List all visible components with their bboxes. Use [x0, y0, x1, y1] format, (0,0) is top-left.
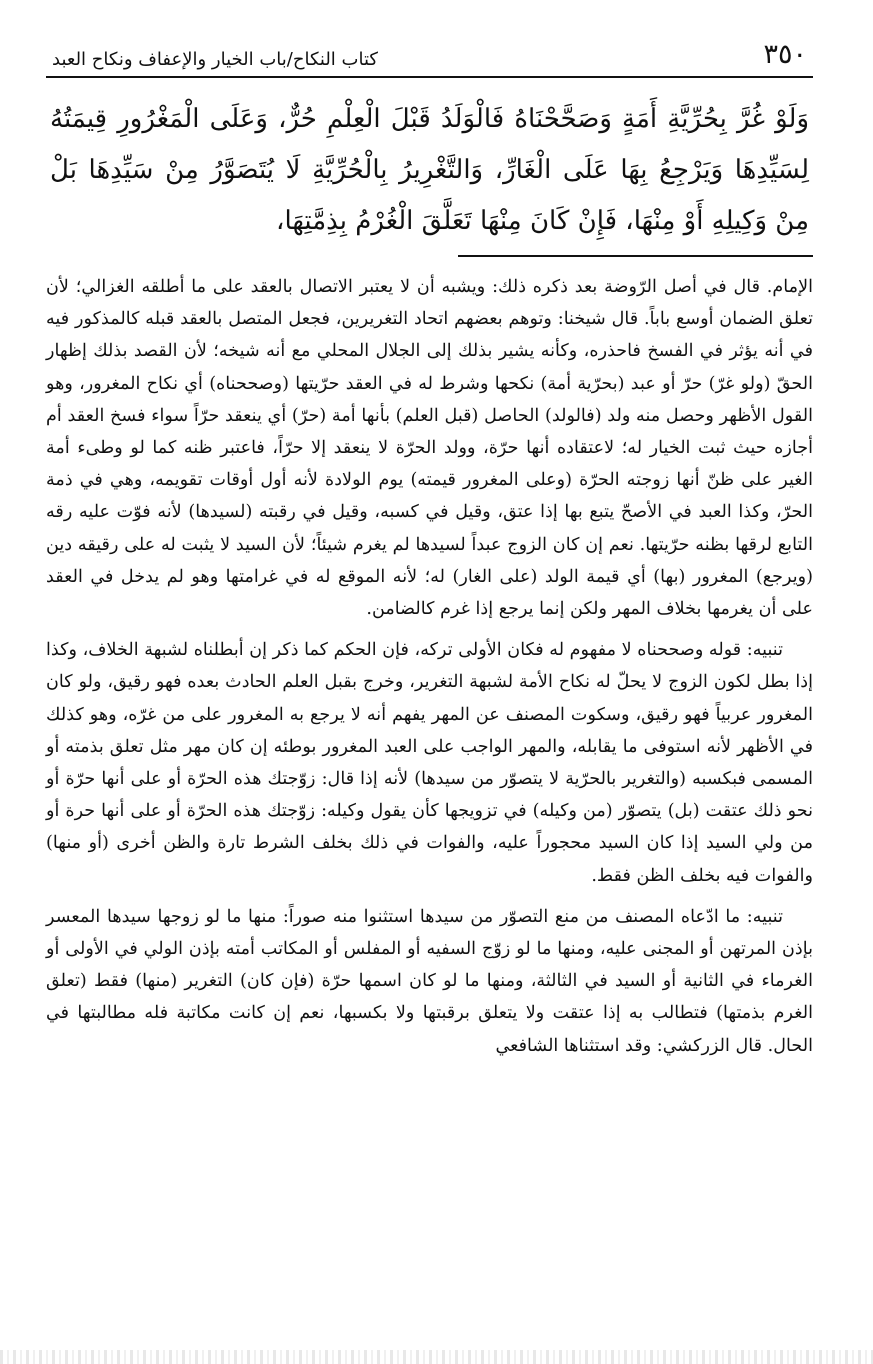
- matn-paragraph: وَلَوْ غُرَّ بِحُرِّيَّةِ أَمَةٍ وَصَحَّحْنَاهُ فَالْوَلَدُ قَبْلَ الْعِلْمِ حُرٌّ، وَعَلَى الْمَغْرُورِ قِيمَتُهُ لِسَيِّدِهَا وَيَرْجِعُ بِهَا عَلَى الْغَارِّ، وَالتَّغْرِيرُ بِالْحُرِّيَّةِ لَا يُتَصَوَّرُ مِنْ سَيِّدِهَا بَلْ مِنْ وَكِيلِهِ أَوْ مِنْهَا، فَإِنْ كَانَ مِنْهَا تَعَلَّقَ الْغُرْمُ بِذِمَّتِهَا،: [50, 104, 809, 236]
- sharh-paragraph-1: الإمام. قال في أصل الرّوضة بعد ذكره ذلك: ويشبه أن لا يعتبر الاتصال بالعقد على ما أطلقه الغزالي؛ لأن تعلق الضمان أوسع باباً. قال شيخنا: وتوهم بعضهم اتحاد التغريرين، فجعل المتصل بالعقد قبله كالمذكور فيه في أنه يؤثر في الفسخ فاحذره، وكأنه يشير بذلك إلى الجلال المحلي مع أنه شيخه؛ لأن القصد بذلك إظهار الحقّ (ولو غرّ) حرّ أو عبد (بحرّية أمة) نكحها وشرط له في العقد حرّيتها (وصححناه) أي نكاح المغرور، وهو القول الأظهر وحصل منه ولد (فالولد) الحاصل (قبل العلم) بأنها أمة (حرّ) أي ينعقد حرّاً سواء فسخ العقد أم أجازه حيث ثبت الخيار له؛ لاعتقاده أنها حرّة، وولد الحرّة لا ينعقد إلا حرّاً، فاعتبر ظنه كما لو وطىء أمة الغير على ظنّ أنها زوجته الحرّة (وعلى المغرور قيمته) يوم الولادة لأنه أول أوقات تقويمه، وهي في ذمة الحرّ، وكذا العبد في الأصحّ يتبع بها إذا عتق، وقيل في كسبه، وقيل في رقبته (لسيدها) لأنه فوّت عليه رقه التابع لرقها بظنه حرّيتها. نعم إن كان الزوج عبداً لسيدها لم يغرم شيئاً؛ لأن السيد لا يثبت له على رقيقه دين (ويرجع) المغرور (بها) أي قيمة الولد (على الغار) له؛ لأنه الموقع له في غرامتها وهو لم يدخل في العقد على أن يغرمها بخلاف المهر ولكن إنما يرجع إذا غرم كالضامن.: [46, 277, 813, 620]
- sharh-paragraph-2-tanbih: تنبيه: قوله وصححناه لا مفهوم له فكان الأولى تركه، فإن الحكم كما ذكر إن أبطلناه لشبهة الخلاف، وكذا إذا بطل لكون الزوج لا يحلّ له نكاح الأمة لشبهة التغرير، وخرج بقبل العلم الحادث بعده فهو رقيق، ولو كان المغرور عربياً فهو رقيق، وسكوت المصنف عن المهر يفهم أنه لا يرجع به المغرور على من غرّه، وهو كذلك في الأظهر لأنه استوفى ما يقابله، والمهر الواجب على العبد المغرور بوطئه إن كان مهر مثل تعلق بذمته أو المسمى فبكسبه (والتغرير بالحرّية لا يتصوّر من سيدها) لأنه إذا قال: زوّجتك هذه الحرّة أو على أنها حرّة أو نحو ذلك عتقت (بل) يتصوّر (من وكيله) في تزويجها كأن يقول وكيله: زوّجتك هذه الحرّة أو على أنها حرة أو من ولي السيد إذا كان السيد محجوراً عليه، والفوات في ذلك بخلف الشرط تارة والظن أخرى (أو منها) والفوات فيه بخلف الظن فقط.: [46, 640, 813, 886]
- page-header: [46, 30, 813, 70]
- header-rule: [46, 76, 813, 78]
- running-title: كتاب النكاح/باب الخيار والإعفاف ونكاح العبد: [52, 49, 378, 70]
- matn-text: [50, 94, 809, 247]
- sharh-commentary: [46, 271, 813, 1062]
- scan-edge-noise: [0, 1350, 873, 1364]
- matn-sharh-divider: [458, 255, 813, 257]
- page-number: ٣٥٠: [763, 39, 807, 70]
- sharh-paragraph-3-tanbih: تنبيه: ما ادّعاه المصنف من منع التصوّر من سيدها استثنوا منه صوراً: منها ما لو زوجها سيدها المعسر بإذن المرتهن أو المجنى عليه، ومنها ما لو زوّج السفيه أو المفلس أو المكاتب أمته بإذن الولي في الأولى أو الغرماء في الثانية أو السيد في الثالثة، ومنها ما لو كان اسمها حرّة (فإن كان) التغرير (منها) فقط (تعلق الغرم بذمتها) فتطالب به إذا عتقت ولا يتعلق برقبتها ولا بكسبها، نعم إن كانت مكاتبة فله مطالبتها في الحال. قال الزركشي: وقد استثناها الشافعي: [46, 906, 813, 1056]
